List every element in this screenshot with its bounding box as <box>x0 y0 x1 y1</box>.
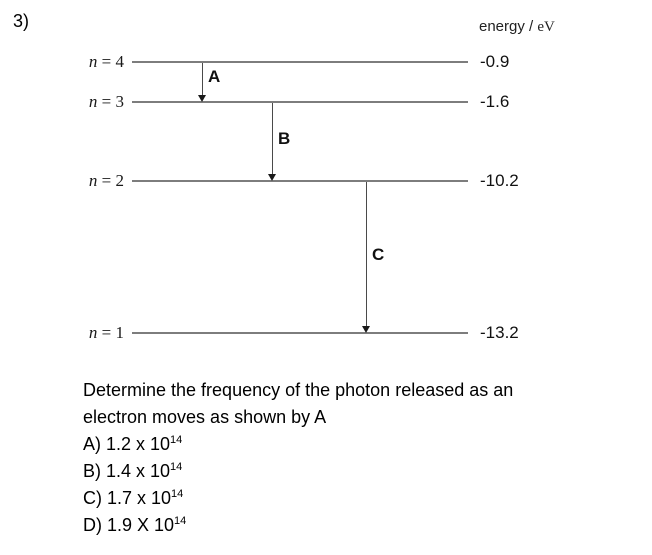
level-number: = 3 <box>97 92 124 111</box>
level-label-n2 <box>74 171 124 191</box>
transition-label-a: A <box>208 67 221 86</box>
question-block <box>83 377 623 539</box>
arrow-shaft <box>272 103 273 176</box>
question-text-line1: Determine the frequency of the photon released as an <box>83 380 514 400</box>
level-symbol: n <box>88 92 98 111</box>
option-c-exponent: 14 <box>171 488 184 500</box>
answer-option-d <box>83 512 623 539</box>
option-b-exponent: 14 <box>170 461 183 473</box>
arrow-head-icon <box>362 326 370 333</box>
answer-option-a <box>83 431 623 458</box>
level-label-n3 <box>74 92 124 112</box>
level-number: = 1 <box>97 323 124 342</box>
energy-header-main: energy / <box>479 18 538 35</box>
arrow-shaft <box>366 182 367 328</box>
level-number: = 2 <box>97 171 124 190</box>
transition-label-c: C <box>372 245 385 264</box>
energy-value-n3: -1.6 <box>480 92 510 111</box>
option-a-text: A) 1.2 x 10 <box>83 434 171 454</box>
energy-header-unit: eV <box>537 19 555 35</box>
level-label-n4 <box>74 52 124 72</box>
energy-value-n4: -0.9 <box>480 52 510 71</box>
option-a-exponent: 14 <box>170 434 183 446</box>
question-text-line2: electron moves as shown by A <box>83 407 327 427</box>
transition-label-b: B <box>278 129 291 148</box>
arrow-head-icon <box>198 95 206 102</box>
answer-option-b <box>83 458 623 485</box>
option-c-text: C) 1.7 x 10 <box>83 488 172 508</box>
answer-option-c <box>83 485 623 512</box>
level-label-n1 <box>74 323 124 343</box>
level-line-n2 <box>132 180 468 182</box>
arrow-shaft <box>202 63 203 97</box>
option-d-text: D) 1.9 X 10 <box>83 515 175 535</box>
option-d-exponent: 14 <box>174 515 187 527</box>
level-line-n3 <box>132 101 468 103</box>
level-symbol: n <box>88 323 98 342</box>
transition-arrow-b <box>268 103 277 181</box>
arrow-head-icon <box>268 174 276 181</box>
level-symbol: n <box>88 171 98 190</box>
transition-arrow-c <box>362 182 371 333</box>
level-line-n1 <box>132 332 468 334</box>
level-number: = 4 <box>97 52 124 71</box>
energy-axis-header <box>479 18 555 36</box>
energy-value-n2: -10.2 <box>480 171 519 190</box>
energy-value-n1: -13.2 <box>480 323 519 342</box>
option-b-text: B) 1.4 x 10 <box>83 461 171 481</box>
question-number: 3) <box>13 11 30 31</box>
level-symbol: n <box>88 52 98 71</box>
level-line-n4 <box>132 61 468 63</box>
transition-arrow-a <box>198 63 207 102</box>
